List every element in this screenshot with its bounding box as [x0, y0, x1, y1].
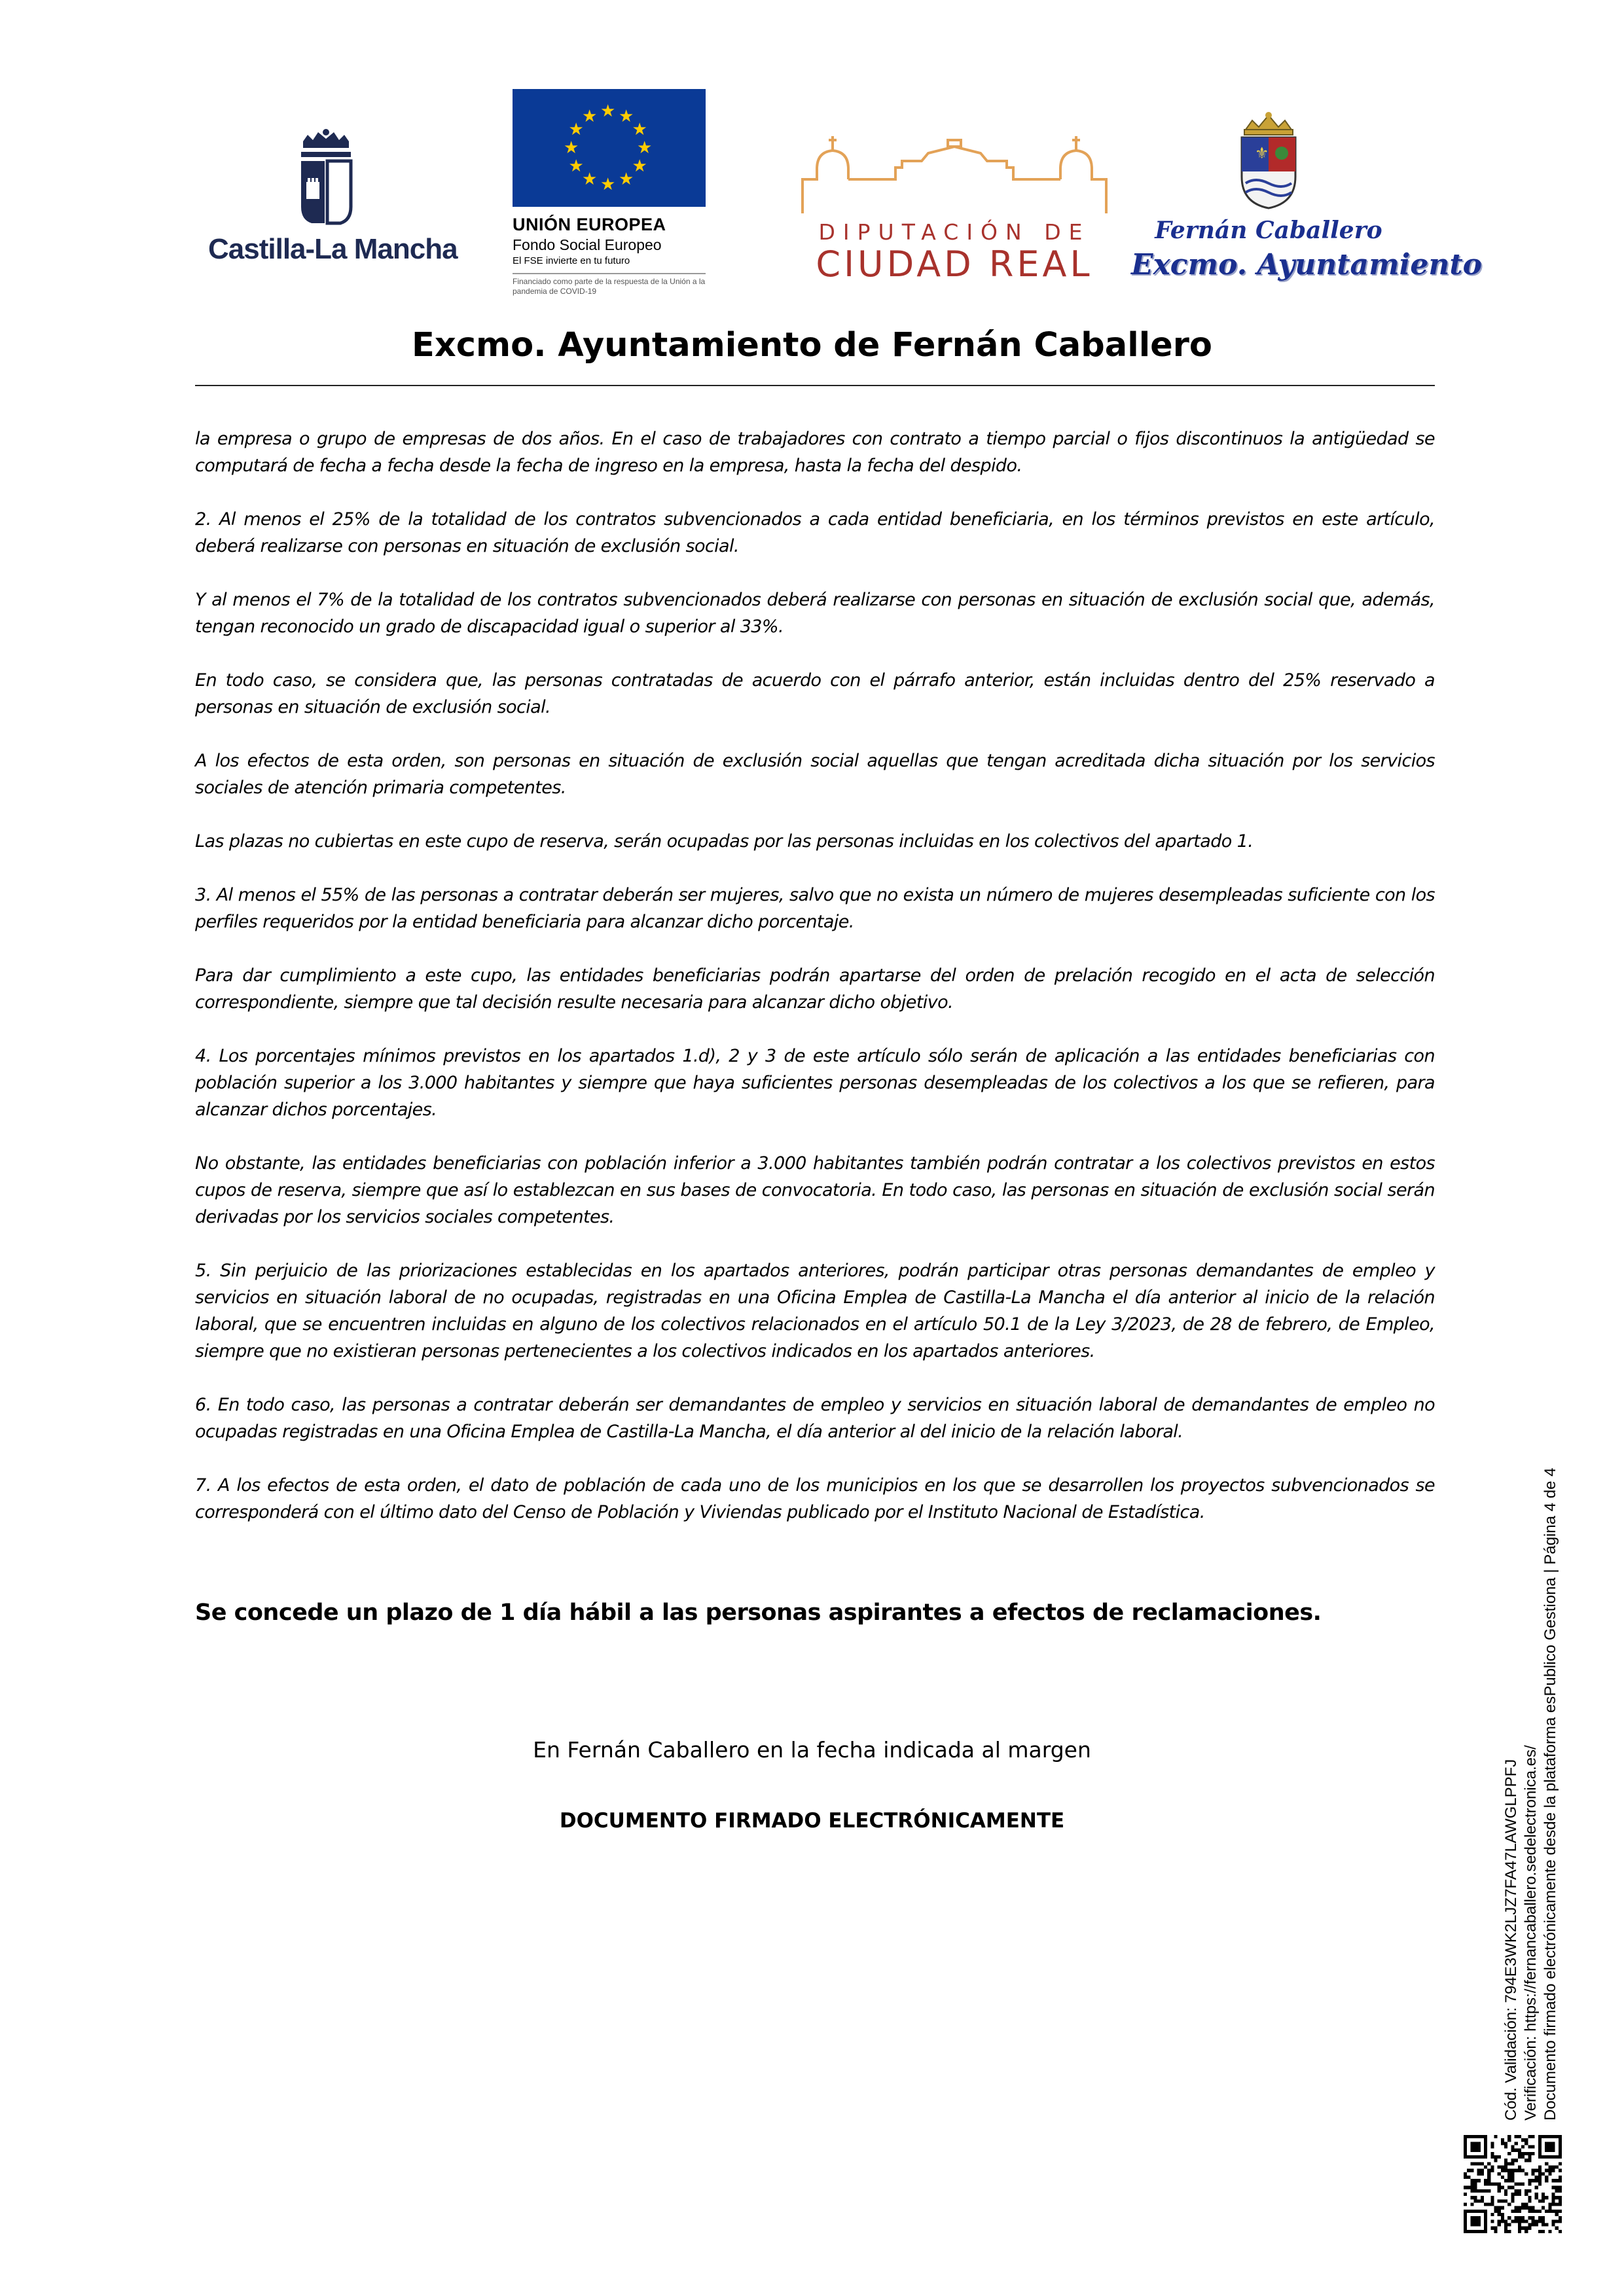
eu-star-icon: ★ — [632, 120, 647, 139]
body-paragraph: Y al menos el 7% de la totalidad de los contratos subvencionados deberá realizarse con personas en situación de exclusión social que, además, tengan reconocido un grado de discapacidad igual o superior al 33%. — [195, 590, 1435, 637]
coat-of-arms-icon — [1233, 111, 1305, 209]
claims-notice: Se concede un plazo de 1 día hábil a las personas aspirantes a efectos de reclamaciones. — [195, 1600, 1322, 1626]
eu-logo-note: Financiado como parte de la respuesta de la Unión a la pandemia de COVID-19 — [513, 277, 706, 296]
eu-flag-icon — [513, 89, 706, 207]
eu-fse-logo — [513, 89, 709, 298]
diputacion-logo-line1: DIPUTACIÓN DE — [818, 219, 1091, 245]
verification-strip — [1502, 1427, 1574, 2121]
castilla-la-mancha-logo-text: Castilla-La Mancha — [208, 233, 458, 265]
eu-star-icon: ★ — [582, 106, 598, 126]
eu-logo-claim: El FSE invierte en tu futuro — [513, 255, 630, 266]
eu-logo-subtitle: Fondo Social Europeo — [513, 236, 662, 253]
eu-star-icon: ★ — [632, 156, 647, 176]
body-paragraph: En todo caso, se considera que, las personas contratadas de acuerdo con el párrafo anterior, están incluidas dentro del 25% reservado a personas en situación de exclusión social. — [195, 670, 1435, 717]
diputacion-building-icon — [797, 128, 1111, 213]
document-title: Excmo. Ayuntamiento de Fernán Caballero — [412, 326, 1212, 365]
svg-text:⚜: ⚜ — [1255, 144, 1269, 162]
document-body — [195, 425, 1435, 1552]
eu-star-icon: ★ — [564, 138, 579, 158]
body-paragraph: 6. En todo caso, las personas a contratar deberán ser demandantes de empleo y servicios en situación laboral de demandantes de empleo no ocupadas registradas en una Oficina Emplea de Castilla-La Mancha, el día anterior al del inicio de la relación laboral. — [195, 1395, 1435, 1442]
diputacion-logo-line2: CIUDAD REAL — [816, 243, 1093, 285]
eu-logo-title: UNIÓN EUROPEA — [513, 215, 666, 234]
eu-star-icon: ★ — [637, 138, 653, 158]
signature-platform-note: Documento firmado electrónicamente desde la plataforma esPublico Gestiona | Página 4 de 4 — [1542, 1467, 1559, 2121]
eu-star-icon: ★ — [600, 175, 616, 194]
ayuntamiento-logo-subtitle: Excmo. Ayuntamiento — [1131, 248, 1482, 281]
place-date-line: En Fernán Caballero en la fecha indicada al margen — [533, 1737, 1091, 1763]
diputacion-ciudad-real-logo — [797, 128, 1111, 285]
castilla-la-mancha-logo — [208, 128, 458, 276]
body-paragraph: Para dar cumplimiento a este cupo, las entidades beneficiarias podrán apartarse del orden de prelación recogido en el acta de selección correspondiente, siempre que tal decisión resulte necesaria para alcanzar dicho objetivo. — [195, 965, 1435, 1013]
eu-star-icon: ★ — [619, 170, 634, 190]
qr-code-icon — [1464, 2135, 1562, 2233]
eu-star-icon: ★ — [568, 156, 584, 176]
body-paragraph: 4. Los porcentajes mínimos previstos en los apartados 1.d), 2 y 3 de este artículo sólo serán de aplicación a las entidades beneficiarias con población superior a los 3.000 habitantes y siempre que haya suficientes personas desempleadas de los colectivos a los que se refieren, para alcanzar dichos porcentajes. — [195, 1046, 1435, 1120]
body-paragraph: la empresa o grupo de empresas de dos años. En el caso de trabajadores con contrato a tiempo parcial o fijos discontinuos la antigüedad se computará de fecha a fecha desde la fecha de ingreso en la empresa, hasta la fecha del despido. — [195, 429, 1435, 476]
eu-star-icon: ★ — [568, 120, 584, 139]
eu-star-icon: ★ — [619, 106, 634, 126]
ayuntamiento-logo — [1131, 111, 1482, 295]
body-paragraph: Las plazas no cubiertas en este cupo de reserva, serán ocupadas por las personas incluidas en los colectivos del apartado 1. — [195, 831, 1254, 852]
verification-url[interactable]: Verificación: https://fernancaballero.sedelectronica.es/ — [1522, 1745, 1540, 2121]
body-paragraph: No obstante, las entidades beneficiarias con población inferior a 3.000 habitantes también podrán contratar a los colectivos previstos en estos cupos de reserva, siempre que así lo establezcan en sus bases de convocatoria. En todo caso, las personas en situación de exclusión social serán derivadas por los servicios sociales competentes. — [195, 1153, 1435, 1227]
validation-code: Cód. Validación: 794E3WK2LJZ7FA47LAWGLPPFJ — [1502, 1759, 1520, 2121]
eu-star-icon: ★ — [600, 101, 616, 121]
eu-logo-divider — [513, 273, 706, 274]
body-paragraph: 5. Sin perjuicio de las priorizaciones establecidas en los apartados anteriores, podrán participar otras personas demandantes de empleo y servicios en situación laboral de no ocupadas, registradas en una Oficina Emplea de Castilla-La Mancha el día anterior al inicio de la relación laboral, que se encuentren incluidas en alguno de los colectivos relacionados en el artículo 50.1 de la Ley 3/2023, de 28 de febrero, de Empleo, siempre que no existieran personas pertenecientes a los colectivos indicados en los apartados anteriores. — [195, 1261, 1435, 1361]
eu-star-icon: ★ — [582, 170, 598, 190]
body-paragraph: 7. A los efectos de esta orden, el dato de población de cada uno de los municipios en los que se desarrollen los proyectos subvencionados se corresponderá con el último dato del Censo de Población y Viviendas publicado por el Instituto Nacional de Estadística. — [195, 1475, 1435, 1522]
body-paragraph: 3. Al menos el 55% de las personas a contratar deberán ser mujeres, salvo que no exista un número de mujeres desempleadas suficiente con los perfiles requeridos por la entidad beneficiaria para alcanzar dicho porcentaje. — [195, 885, 1435, 932]
ayuntamiento-logo-name: Fernán Caballero — [1155, 217, 1382, 244]
title-divider — [195, 385, 1435, 386]
electronic-signature-note: DOCUMENTO FIRMADO ELECTRÓNICAMENTE — [559, 1809, 1065, 1833]
castilla-la-mancha-crest-icon — [293, 128, 359, 226]
body-paragraph: A los efectos de esta orden, son personas en situación de exclusión social aquellas que tengan acreditada dicha situación por los servicios sociales de atención primaria competentes. — [195, 751, 1435, 798]
body-paragraph: 2. Al menos el 25% de la totalidad de los contratos subvencionados a cada entidad beneficiaria, en los términos previstos en este artículo, deberá realizarse con personas en situación de exclusión social. — [195, 509, 1435, 556]
